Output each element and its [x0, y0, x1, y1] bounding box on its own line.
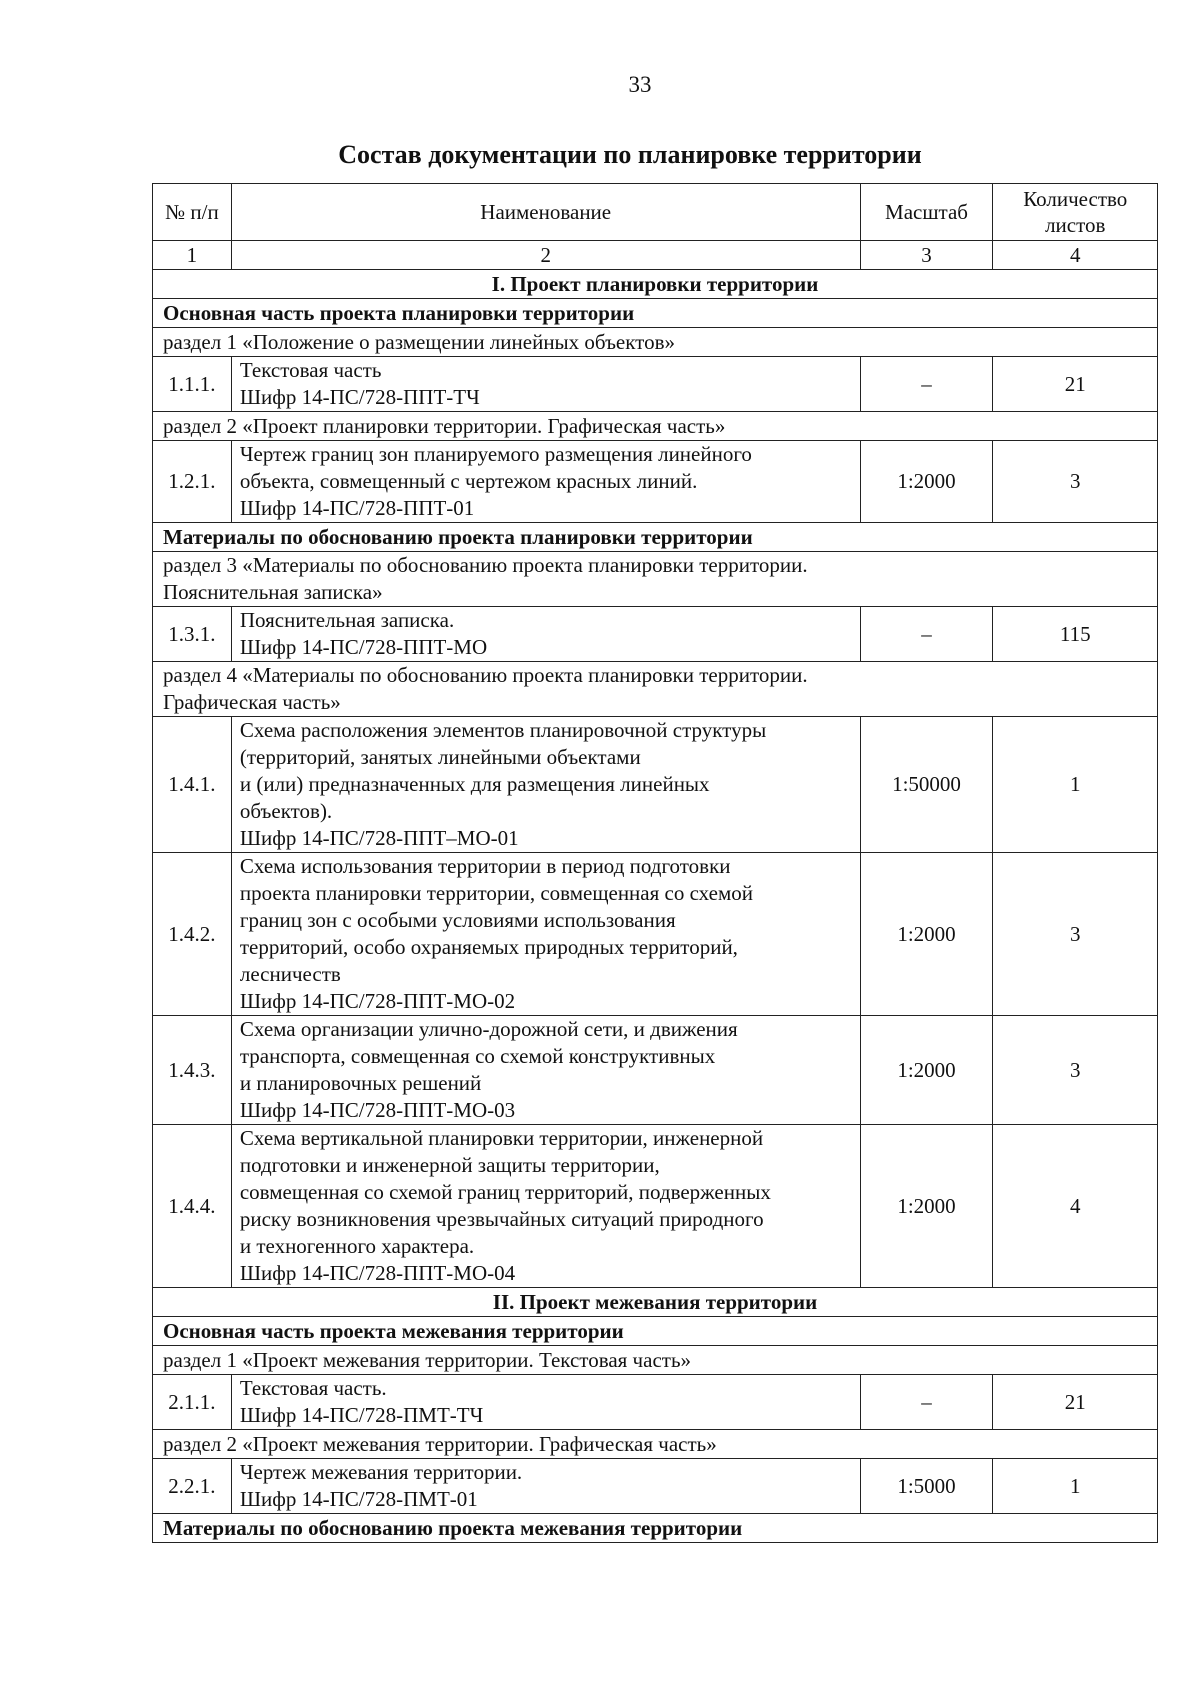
header-scale: Масштаб [860, 184, 993, 241]
page-number: 33 [628, 72, 652, 97]
part2-materials-title: Материалы по обоснованию проекта межевания территории [153, 1514, 1158, 1543]
item-name-line: Чертеж межевания территории. [239, 1460, 523, 1484]
column-index-cell: 1 [153, 241, 232, 270]
item-number: 1.4.1. [153, 717, 232, 853]
item-name-line: Текстовая часть [239, 358, 382, 382]
item-code: Шифр 14-ПС/728-ППТ–МО-01 [239, 826, 519, 850]
item-name-line: проекта планировки территории, совмещенная со схемой [239, 881, 753, 905]
item-number: 1.4.2. [153, 853, 232, 1016]
section-2-2-title: раздел 2 «Проект межевания территории. Графическая часть» [153, 1430, 1158, 1459]
header-name: Наименование [231, 184, 860, 241]
item-name-line: Схема организации улично-дорожной сети, и движения [239, 1017, 738, 1041]
section-1-1-title: раздел 1 «Положение о размещении линейных объектов» [153, 328, 1158, 357]
item-name [231, 607, 860, 662]
item-code: Шифр 14-ПС/728-ППТ-МО [239, 635, 488, 659]
item-name-line: (территорий, занятых линейными объектами [239, 745, 641, 769]
column-index-cell: 4 [993, 241, 1158, 270]
item-name-line: транспорта, совмещенная со схемой конструктивных [239, 1044, 716, 1068]
item-scale: – [860, 357, 993, 412]
item-number: 1.3.1. [153, 607, 232, 662]
section-title-line: раздел 3 «Материалы по обоснованию проекта планировки территории. [163, 553, 808, 577]
item-scale: 1:5000 [860, 1459, 993, 1514]
item-number: 1.4.4. [153, 1125, 232, 1288]
item-name [231, 853, 860, 1016]
item-scale: 1:2000 [860, 853, 993, 1016]
table-header-row [153, 184, 1158, 241]
item-code: Шифр 14-ПС/728-ППТ-01 [239, 496, 475, 520]
item-code: Шифр 14-ПС/728-ППТ-МО-03 [239, 1098, 516, 1122]
item-name-line: границ зон с особыми условиями использования [239, 908, 676, 932]
item-scale: – [860, 1375, 993, 1430]
item-scale: 1:2000 [860, 1016, 993, 1125]
part2-main-title: Основная часть проекта межевания территории [153, 1317, 1158, 1346]
item-sheets: 3 [993, 853, 1158, 1016]
section-title-line: Графическая часть» [163, 690, 341, 714]
item-name [231, 1016, 860, 1125]
item-name [231, 1459, 860, 1514]
item-name-line: объектов). [239, 799, 333, 823]
item-sheets: 1 [993, 1459, 1158, 1514]
subpart-title-row [153, 523, 1158, 552]
documentation-table [152, 183, 1158, 1543]
section-1-2-title: раздел 2 «Проект планировки территории. Графическая часть» [153, 412, 1158, 441]
header-num: № п/п [153, 184, 232, 241]
table-row [153, 1375, 1158, 1430]
item-scale: 1:50000 [860, 717, 993, 853]
item-number: 1.1.1. [153, 357, 232, 412]
column-index-row [153, 241, 1158, 270]
part1-title: I. Проект планировки территории [153, 270, 1158, 299]
item-name-line: совмещенная со схемой границ территорий, подверженных [239, 1180, 771, 1204]
section-row [153, 328, 1158, 357]
part-title-row [153, 270, 1158, 299]
section-1-3-title [153, 552, 1158, 607]
table-row [153, 717, 1158, 853]
item-name [231, 1125, 860, 1288]
section-1-4-title [153, 662, 1158, 717]
header-sheets [993, 184, 1158, 241]
item-number: 1.2.1. [153, 441, 232, 523]
subpart-title-row [153, 1317, 1158, 1346]
item-code: Шифр 14-ПС/728-ППТ-МО-02 [239, 989, 516, 1013]
part2-title: II. Проект межевания территории [153, 1288, 1158, 1317]
item-code: Шифр 14-ПС/728-ППТ-ТЧ [239, 385, 480, 409]
item-name [231, 357, 860, 412]
item-number: 2.2.1. [153, 1459, 232, 1514]
item-name-line: Схема использования территории в период подготовки [239, 854, 731, 878]
item-scale: 1:2000 [860, 1125, 993, 1288]
item-name-line: территорий, особо охраняемых природных территорий, [239, 935, 738, 959]
item-code: Шифр 14-ПС/728-ПМТ-01 [239, 1487, 478, 1511]
subpart-title-row [153, 1514, 1158, 1543]
item-code: Шифр 14-ПС/728-ППТ-МО-04 [239, 1261, 516, 1285]
item-sheets: 1 [993, 717, 1158, 853]
document-title: Состав документации по планировке территории [338, 140, 922, 169]
item-name-line: Схема вертикальной планировки территории, инженерной [239, 1126, 764, 1150]
item-scale: 1:2000 [860, 441, 993, 523]
section-row [153, 1346, 1158, 1375]
section-row [153, 552, 1158, 607]
column-index-cell: 3 [860, 241, 993, 270]
item-sheets: 3 [993, 1016, 1158, 1125]
table-row [153, 1459, 1158, 1514]
table-row [153, 357, 1158, 412]
section-2-1-title: раздел 1 «Проект межевания территории. Текстовая часть» [153, 1346, 1158, 1375]
table-row [153, 441, 1158, 523]
item-name-line: и планировочных решений [239, 1071, 482, 1095]
item-name [231, 441, 860, 523]
header-sheets-line2: листов [1045, 213, 1106, 237]
item-name-line: лесничеств [239, 962, 341, 986]
item-name-line: и (или) предназначенных для размещения линейных [239, 772, 710, 796]
item-name-line: Текстовая часть. [239, 1376, 387, 1400]
item-code: Шифр 14-ПС/728-ПМТ-ТЧ [239, 1403, 484, 1427]
item-name-line: Пояснительная записка. [239, 608, 455, 632]
item-name-line: Схема расположения элементов планировочной структуры [239, 718, 767, 742]
table-row [153, 607, 1158, 662]
item-name-line: Чертеж границ зон планируемого размещения линейного [239, 442, 752, 466]
part1-main-title: Основная часть проекта планировки территории [153, 299, 1158, 328]
item-sheets: 21 [993, 357, 1158, 412]
part1-materials-title: Материалы по обоснованию проекта планировки территории [153, 523, 1158, 552]
table-row [153, 853, 1158, 1016]
item-number: 2.1.1. [153, 1375, 232, 1430]
item-name-line: и техногенного характера. [239, 1234, 475, 1258]
item-name [231, 717, 860, 853]
section-row [153, 412, 1158, 441]
item-sheets: 3 [993, 441, 1158, 523]
item-name-line: подготовки и инженерной защиты территории, [239, 1153, 660, 1177]
section-row [153, 662, 1158, 717]
part-title-row [153, 1288, 1158, 1317]
table-row [153, 1016, 1158, 1125]
column-index-cell: 2 [231, 241, 860, 270]
item-name [231, 1375, 860, 1430]
item-name-line: объекта, совмещенный с чертежом красных линий. [239, 469, 698, 493]
item-sheets: 4 [993, 1125, 1158, 1288]
header-sheets-line1: Количество [1023, 187, 1128, 211]
section-row [153, 1430, 1158, 1459]
item-number: 1.4.3. [153, 1016, 232, 1125]
item-sheets: 21 [993, 1375, 1158, 1430]
section-title-line: раздел 4 «Материалы по обоснованию проекта планировки территории. [163, 663, 808, 687]
table-row [153, 1125, 1158, 1288]
section-title-line: Пояснительная записка» [163, 580, 383, 604]
subpart-title-row [153, 299, 1158, 328]
item-scale: – [860, 607, 993, 662]
item-sheets: 115 [993, 607, 1158, 662]
item-name-line: риску возникновения чрезвычайных ситуаций природного [239, 1207, 764, 1231]
